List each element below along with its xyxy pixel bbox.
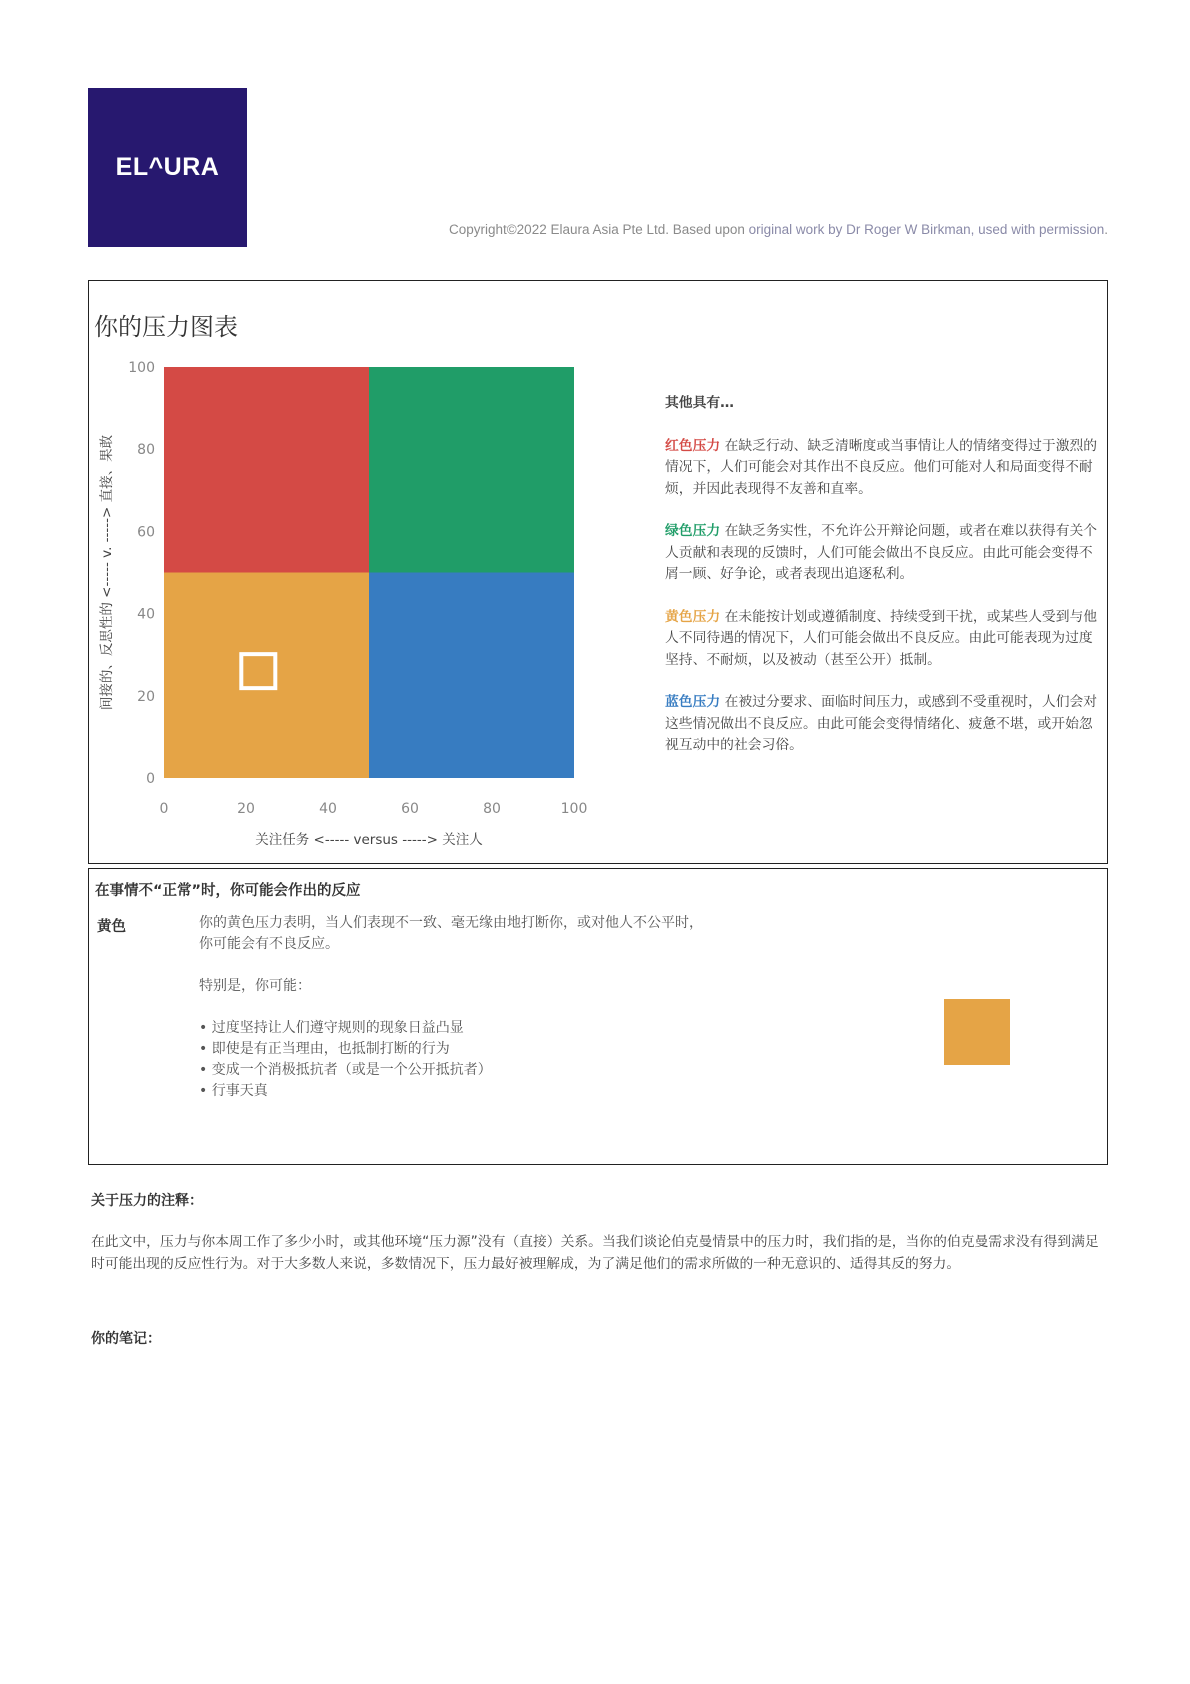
notes-title: 关于压力的注释： xyxy=(91,1193,203,1209)
quadrant-0 xyxy=(164,367,369,573)
legend-item-yellow xyxy=(665,607,1100,672)
y-tick-label: 80 xyxy=(137,442,155,459)
x-axis-label: 关注任务 <----- versus -----> 关注人 xyxy=(255,832,483,848)
legend-label-yellow: 黄色压力 xyxy=(665,608,721,625)
notes-body: 在此文中，压力与你本周工作了多少小时，或其他环境“压力源”没有（直接）关系。当我们谈论伯克曼情景中的压力时，我们指的是，当你的伯克曼需求没有得到满足时可能出现的反应性行为。对于大多数人来说，多数情况下，压力最好被理解成，为了满足他们的需求所做的一种无意识的、适得其反的努力。 xyxy=(91,1234,1099,1272)
chart-title: 你的压力图表 xyxy=(94,313,238,341)
reaction-line-1: 你的黄色压力表明，当人们表现不一致、毫无缘由地打断你，或对他人不公平时， xyxy=(199,915,703,931)
y-tick-label: 100 xyxy=(128,360,155,376)
reaction-bullet: • 过度坚持让人们遵守规则的现象日益凸显 xyxy=(199,1020,464,1036)
legend-text-red: 在缺乏行动、缺乏清晰度或当事情让人的情绪变得过于激烈的情况下，人们可能会对其作出不良反应。他们可能对人和局面变得不耐烦，并因此表现得不友善和直率。 xyxy=(665,437,1098,497)
x-tick-label: 20 xyxy=(237,801,255,817)
elaura-logo xyxy=(88,88,247,247)
logo-text: EL^URA xyxy=(115,153,220,181)
copyright-prefix: Copyright©2022 Elaura Asia Pte Ltd. Based upon xyxy=(448,222,749,237)
y-tick-label: 0 xyxy=(146,771,155,787)
legend-text-blue: 在被过分要求、面临时间压力，或感到不受重视时，人们会对这些情况做出不良反应。由此可能会变得情绪化、疲惫不堪，或开始忽视互动中的社会习俗。 xyxy=(665,694,1098,753)
x-tick-label: 60 xyxy=(401,801,419,817)
copyright-suffix: . xyxy=(1104,222,1108,237)
quadrant-3 xyxy=(369,573,574,779)
legend-item-red xyxy=(665,436,1100,501)
reaction-color-label: 黄色 xyxy=(97,919,126,935)
x-tick-label: 80 xyxy=(483,801,501,817)
quadrant-2 xyxy=(164,573,369,779)
copyright-link[interactable]: original work by Dr Roger W Birkman, used with permission xyxy=(748,222,1105,237)
y-axis-label: 间接的、反思性的 <----- v. -----> 直接、果敢 xyxy=(99,434,115,711)
copyright-notice xyxy=(449,222,1108,237)
reaction-bullet: • 行事天真 xyxy=(199,1083,268,1099)
legend-item-blue xyxy=(665,692,1100,757)
y-tick-label: 60 xyxy=(137,524,155,541)
reaction-title: 在事情不“正常”时，你可能会作出的反应 xyxy=(95,883,361,899)
stress-chart-panel xyxy=(88,280,1108,864)
legend-text-yellow: 在未能按计划或遵循制度、持续受到干扰，或某些人受到与他人不同待遇的情况下，人们可能会做出不良反应。由此可能表现为过度坚持、不耐烦，以及被动（甚至公开）抵制。 xyxy=(665,608,1098,668)
legend-label-green: 绿色压力 xyxy=(665,523,721,539)
reaction-bullet: • 即使是有正当理由，也抵制打断的行为 xyxy=(199,1041,450,1057)
reaction-line-2: 你可能会有不良反应。 xyxy=(199,936,339,952)
legend-heading: 其他具有… xyxy=(665,395,734,411)
legend-item-green xyxy=(665,521,1100,586)
legend-text-green: 在缺乏务实性，不允许公开辩论问题，或者在难以获得有关个人贡献和表现的反馈时，人们可能会做出不良反应。由此可能会变得不屑一顾、好争论，或者表现出追逐私利。 xyxy=(665,523,1098,582)
legend-label-red: 红色压力 xyxy=(665,437,721,454)
stress-reaction-panel xyxy=(88,868,1108,1165)
x-tick-label: 40 xyxy=(319,801,337,817)
y-tick-label: 40 xyxy=(137,606,155,623)
reaction-bullet: • 变成一个消极抵抗者（或是一个公开抵抗者） xyxy=(199,1062,492,1078)
legend-label-blue: 蓝色压力 xyxy=(665,694,721,710)
stress-legend xyxy=(665,393,1100,778)
y-tick-label: 20 xyxy=(137,688,155,705)
reaction-particular: 特别是，你可能： xyxy=(199,978,311,994)
yellow-color-swatch xyxy=(944,999,1010,1065)
quadrant-1 xyxy=(369,367,574,573)
your-notes-label: 你的笔记： xyxy=(91,1331,161,1347)
reaction-body xyxy=(199,913,799,1102)
x-tick-label: 0 xyxy=(159,801,169,817)
x-tick-label: 100 xyxy=(560,801,588,817)
